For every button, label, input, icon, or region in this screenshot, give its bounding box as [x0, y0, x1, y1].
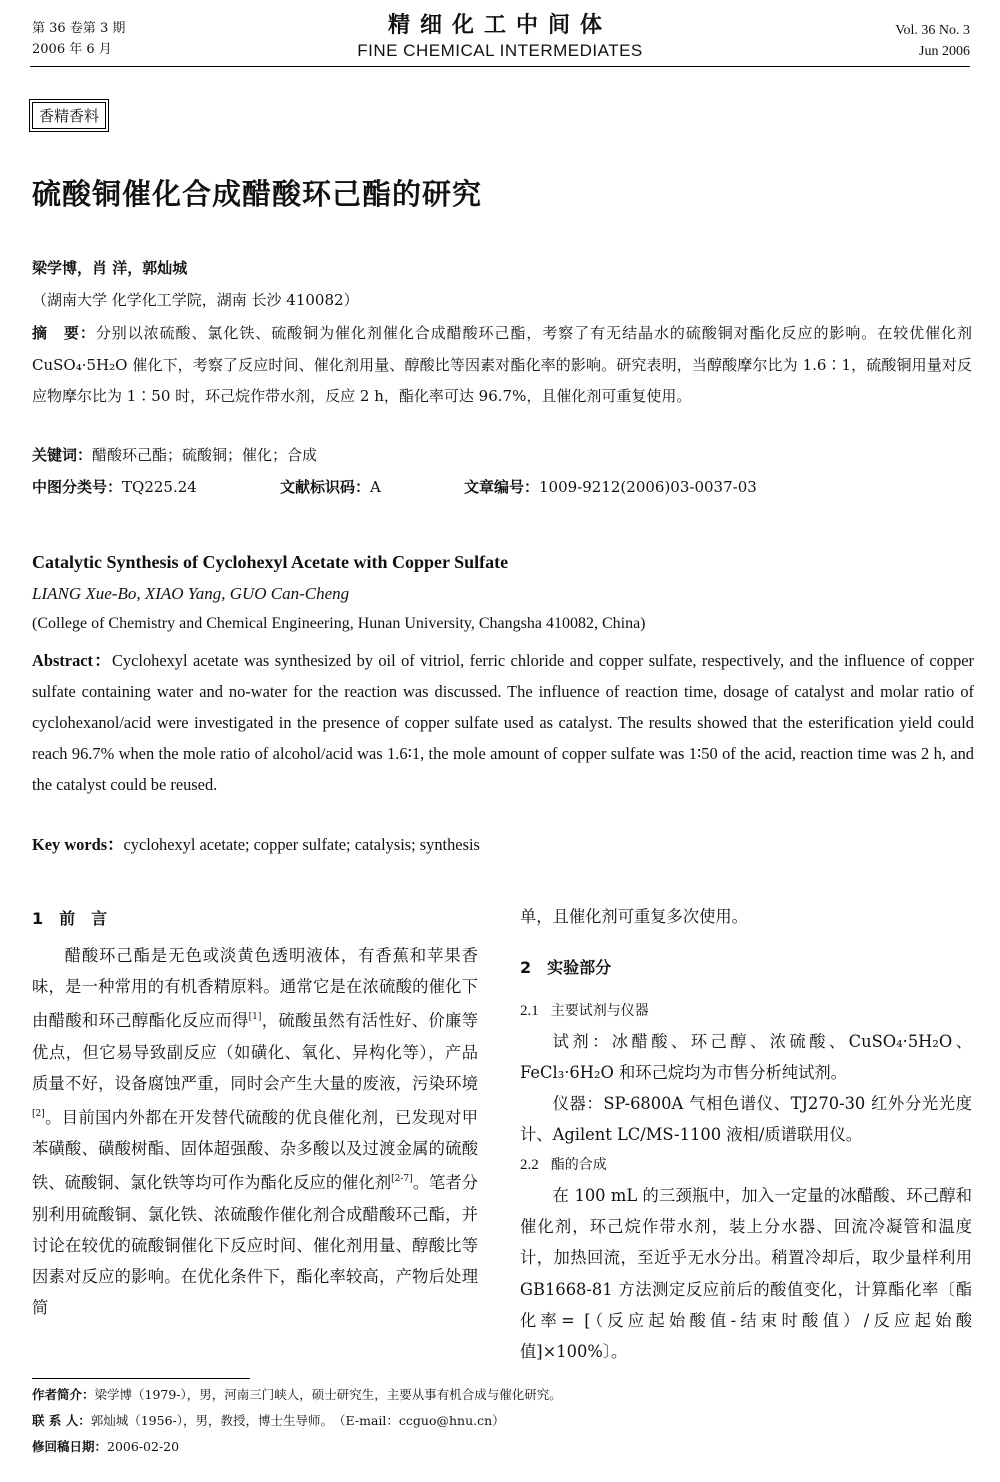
- journal-name-en: FINE CHEMICAL INTERMEDIATES: [357, 41, 643, 60]
- citation-3[interactable]: [2-7]: [391, 1174, 413, 1185]
- footnote-author-label: 作者简介：: [32, 1387, 95, 1402]
- footnote-contact-label: 联 系 人：: [32, 1413, 91, 1428]
- journal-name-cn: 精细化工中间体: [387, 13, 612, 38]
- section-1-continued: 单，且催化剂可重复多次使用。: [520, 907, 748, 926]
- header-volume-en: Vol. 36 No. 3: [895, 23, 970, 38]
- footnote-author: [32, 1386, 562, 1404]
- section-1-body: [32, 940, 478, 1323]
- affiliation-en: (College of Chemistry and Chemical Engineering, Hunan University, Changsha 410082, China): [32, 615, 646, 632]
- footnote-revised-label: 修回稿日期：: [32, 1439, 108, 1454]
- paper-title-cn: 硫酸铜催化合成醋酸环己酯的研究: [32, 177, 483, 211]
- header-issue-cn: [32, 18, 125, 60]
- keywords-cn: [32, 442, 972, 468]
- reagents-paragraph: 试剂：冰醋酸、环己醇、浓硫酸、CuSO₄·5H₂O、FeCl₃·6H₂O 和环己烷均为市售分析纯试剂。: [520, 1032, 972, 1083]
- section-tag: 香精香料: [32, 102, 106, 129]
- abstract-cn: [32, 318, 972, 413]
- section-2-heading: 2 实验部分: [520, 958, 612, 977]
- clc-label: 中图分类号：: [32, 478, 123, 496]
- paper-title-en: Catalytic Synthesis of Cyclohexyl Acetate with Copper Sulfate: [32, 552, 509, 572]
- header-divider: [30, 66, 970, 67]
- clc-value: TQ225.24: [122, 478, 197, 496]
- instruments-paragraph: 仪器：SP-6800A 气相色谱仪、TJ270-30 红外分光光度计、Agilent LC/MS-1100 液相/质谱联用仪。: [520, 1094, 972, 1145]
- authors-en: LIANG Xue-Bo, XIAO Yang, GUO Can-Cheng: [32, 584, 350, 603]
- article-number-value: 1009-9212(2006)03-0037-03: [539, 478, 757, 496]
- keywords-en: [32, 831, 480, 855]
- abstract-en: [32, 645, 974, 800]
- classification-line: [32, 474, 972, 500]
- doc-code-label: 文献标识码：: [280, 478, 371, 496]
- synthesis-paragraph: 在 100 mL 的三颈瓶中，加入一定量的冰醋酸、环己醇和催化剂，环己烷作带水剂，装上分水器、回流冷凝管和温度计，加热回流，至近乎无水分出。稍置冷却后，取少量样利用 GB1668-81 方法测定反应前后的酸值变化，计算酯化率〔酯化率= [（反应起始酸值-结束时酸值）/反应起始酸值]×100%〕。: [520, 1186, 972, 1362]
- abstract-cn-label: 摘 要：: [32, 324, 96, 342]
- journal-header: [250, 12, 750, 62]
- header-issue-en: [895, 20, 970, 62]
- header-volume-cn: 第 36 卷第 3 期: [32, 21, 126, 36]
- header-date-en: Jun 2006: [919, 44, 970, 59]
- subsection-2-1: [520, 1000, 649, 1020]
- footnote-revised: [32, 1438, 179, 1456]
- document-code: [280, 474, 464, 500]
- footnote-divider: [32, 1378, 250, 1379]
- section-1-heading: 1 前 言: [32, 909, 108, 928]
- subsection-2-1-title: 主要试剂与仪器: [550, 1003, 649, 1019]
- header-date-cn: 2006 年 6 月: [32, 42, 112, 57]
- clc-number: [32, 474, 280, 500]
- keywords-en-label: Key words：: [32, 835, 124, 854]
- citation-2[interactable]: [2]: [32, 1109, 45, 1120]
- article-number: [464, 474, 757, 500]
- footnote-revised-text: 2006-02-20: [107, 1439, 180, 1454]
- abstract-en-label: Abstract：: [32, 651, 112, 670]
- intro-text-b: ，硫酸虽然有活性好、价廉等优点，但它易导致副反应（如磺化、氧化、异构化等），产品质量不好，设备腐蚀严重，同时会产生大量的废液，污染环境: [32, 1011, 478, 1093]
- footnote-contact: [32, 1412, 505, 1430]
- intro-text-a: 醋酸环己酯是无色或淡黄色透明液体，有香蕉和苹果香味，是一种常用的有机香精原料。通常它是在浓硫酸的催化下由醋酸和环己醇酯化反应而得: [32, 946, 478, 1031]
- keywords-en-text: cyclohexyl acetate; copper sulfate; catalysis; synthesis: [123, 835, 480, 854]
- footnote-contact-text: 郭灿城（1956-），男，教授，博士生导师。 （E-mail：ccguo@hnu.cn）: [90, 1413, 505, 1428]
- subsection-2-2: [520, 1154, 607, 1174]
- intro-text-c: 。目前国内外都在开发替代硫酸的优良催化剂，已发现对甲苯磺酸、磺酸树酯、固体超强酸、杂多酸以及过渡金属的硫酸铁、硫酸铜、氯化铁等均可作为酯化反应的催化剂: [32, 1108, 478, 1193]
- subsection-2-1-number: 2.1: [520, 1003, 539, 1019]
- abstract-en-text: Cyclohexyl acetate was synthesized by oil of vitriol, ferric chloride and copper sulfate, respectively, and the influence of copper sulfate containing water and no-water for the reaction was discussed. The influence of reaction time, dosage of catalyst and molar ratio of cyclohexanol/acid were investigated in the presence of copper sulfate used as catalyst. The results showed that the esterification yield could reach 96.7% when the mole ratio of alcohol/acid was 1.6∶1, the mole amount of copper sulfate was 1∶50 of the acid, reaction time was 2 h, and the catalyst could be reused.: [32, 651, 974, 794]
- abstract-cn-text: 分别以浓硫酸、氯化铁、硫酸铜为催化剂催化合成醋酸环己酯，考察了有无结晶水的硫酸铜对酯化反应的影响。在较优催化剂 CuSO₄·5H₂O 催化下，考察了反应时间、催化剂用量、醇酸比等因素对酯化率的影响。研究表明，当醇酸摩尔比为 1.6∶1，硫酸铜用量对反应物摩尔比为 1∶50 时，环己烷作带水剂，反应 2 h，酯化率可达 96.7%，且催化剂可重复使用。: [32, 324, 972, 405]
- article-number-label: 文章编号：: [464, 478, 540, 496]
- keywords-cn-text: 醋酸环己酯；硫酸铜；催化；合成: [92, 446, 318, 464]
- subsection-2-2-number: 2.2: [520, 1157, 539, 1173]
- authors-cn: 梁学博，肖 洋，郭灿城: [32, 259, 188, 277]
- subsection-2-2-title: 酯的合成: [550, 1157, 607, 1173]
- citation-1[interactable]: [1]: [248, 1012, 262, 1023]
- affiliation-cn: （湖南大学 化学化工学院，湖南 长沙 410082）: [32, 291, 359, 309]
- keywords-cn-label: 关键词：: [32, 446, 93, 464]
- footnote-author-text: 梁学博（1979-），男，河南三门峡人，硕士研究生，主要从事有机合成与催化研究。: [94, 1387, 562, 1402]
- doc-code-value: A: [370, 478, 381, 496]
- intro-text-d: 。笔者分别利用硫酸铜、氯化铁、浓硫酸作催化剂合成醋酸环己酯，并讨论在较优的硫酸铜催化下反应时间、催化剂用量、醇酸比等因素对反应的影响。在优化条件下，酯化率较高，产物后处理简: [32, 1173, 478, 1318]
